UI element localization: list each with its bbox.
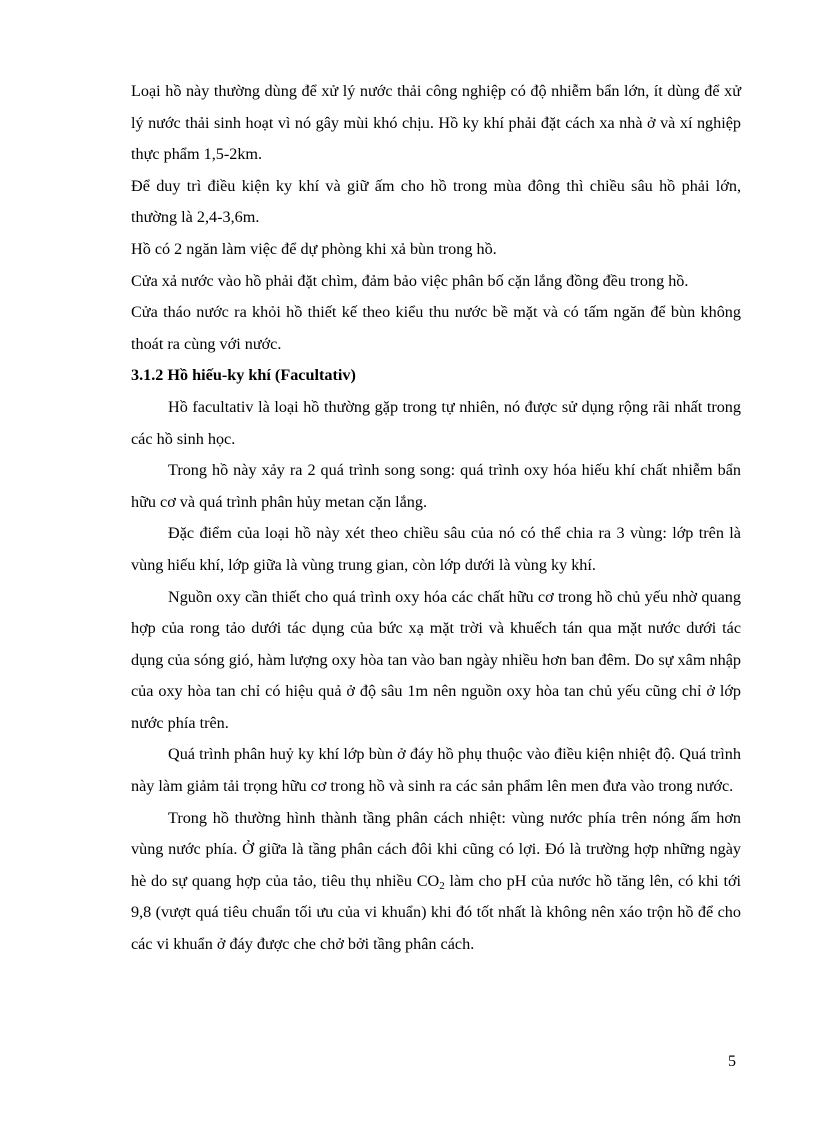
paragraph-processes: Trong hồ này xảy ra 2 quá trình song song: quá trình oxy hóa hiếu khí chất nhiễm bẩn hữu cơ và quá trình phân hủy metan cặn lắng. <box>131 461 741 511</box>
paragraph-outlet: Cửa tháo nước ra khỏi hồ thiết kế theo kiểu thu nước bề mặt và có tấm ngăn để bùn không thoát ra cùng với nước. <box>131 303 741 353</box>
paragraph-depth: Để duy trì điều kiện ky khí và giữ ấm cho hồ trong mùa đông thì chiều sâu hồ phải lớn, thường là 2,4-3,6m. <box>131 176 741 227</box>
paragraph-zones: Đặc điểm của loại hồ này xét theo chiều sâu của nó có thể chia ra 3 vùng: lớp trên là vùng hiếu khí, lớp giữa là vùng trung gian, còn lớp dưới là vùng ky khí. <box>131 524 741 574</box>
paragraph-sludge-decomposition: Quá trình phân huỷ ky khí lớp bùn ở đáy hồ phụ thuộc vào điều kiện nhiệt độ. Quá trình này làm giảm tải trọng hữu cơ trong hồ và sinh ra các sản phẩm lên men đưa vào trong nước. <box>131 745 741 796</box>
paragraph-inlet: Cửa xả nước vào hồ phải đặt chìm, đảm bảo việc phân bố cặn lắng đồng đều trong hồ. <box>131 271 689 290</box>
co2-subscript: 2 <box>439 879 445 892</box>
paragraph-compartments: Hồ có 2 ngăn làm việc để dự phòng khi xả bùn trong hồ. <box>131 239 497 258</box>
thermal-text-after: làm cho pH của nước hồ tăng lên, có khi tới 9,8 (vượt quá tiêu chuẩn tối ưu của vi khuẩn) khi đó tốt nhất là không nên xáo trộn hồ để cho các vi khuẩn ở đáy được che chở bởi tầng phân cách. <box>131 871 741 954</box>
page-number: 5 <box>728 1053 736 1070</box>
paragraph-facultativ-intro: Hồ facultativ là loại hồ thường gặp trong tự nhiên, nó được sử dụng rộng rãi nhất trong các hồ sinh học. <box>131 397 741 448</box>
document-page <box>131 76 741 961</box>
paragraph-oxygen-source: Nguồn oxy cần thiết cho quá trình oxy hóa các chất hữu cơ trong hồ chủ yếu nhờ quang hợp của rong tảo dưới tác dụng của bức xạ mặt trời và khuếch tán qua mặt nước dưới tác dụng của sóng gió, hàm lượng oxy hòa tan vào ban ngày nhiều hơn ban đêm. Do sự xâm nhập của oxy hòa tan chỉ có hiệu quả ở độ sâu 1m nên nguồn oxy hòa tan chủ yếu cũng chỉ ở lớp nước phía trên. <box>131 587 741 732</box>
paragraph-thermal-layer <box>131 803 741 961</box>
paragraph-anaerobic-usage: Loại hồ này thường dùng để xử lý nước thải công nghiệp có độ nhiễm bẩn lớn, ít dùng để xử lý nước thải sinh hoạt vì nó gây mùi khó chịu. Hồ ky khí phải đặt cách xa nhà ở và xí nghiệp thực phẩm 1,5-2km. <box>131 82 741 164</box>
section-heading: 3.1.2 Hồ hiếu-ky khí (Facultativ) <box>131 366 356 385</box>
thermal-text-before: Trong hồ thường hình thành tầng phân cách nhiệt: vùng nước phía trên nóng ấm hơn vùng nước phía. Ở giữa là tầng phân cách đôi khi cũng có lợi. Đó là trường hợp những ngày hè do sự quang hợp của tảo, tiêu thụ nhiều CO <box>131 808 741 890</box>
